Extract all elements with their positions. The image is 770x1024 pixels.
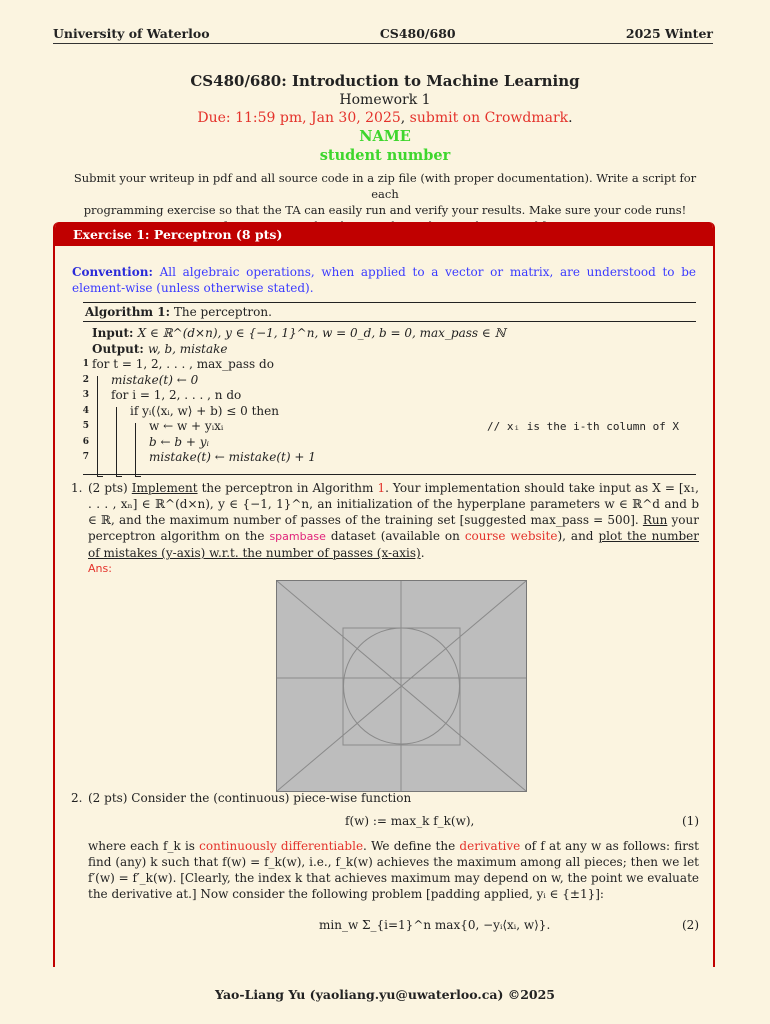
convention-note: Convention: All algebraic operations, when applied to a vector or matrix, are understood to be element-wise (unless otherwise stated).	[72, 265, 696, 295]
student-number-label: student number	[319, 147, 451, 164]
placeholder-graphic	[277, 581, 526, 791]
image-placeholder	[276, 580, 527, 792]
name-label: NAME	[359, 128, 411, 145]
equation-2-number: (2)	[682, 918, 699, 932]
title-block	[0, 72, 770, 164]
homework-subtitle: Homework 1	[339, 92, 431, 108]
running-header	[53, 26, 713, 44]
answer-label: Ans:	[88, 562, 112, 575]
course-title: CS480/680: Introduction to Machine Learning	[190, 72, 580, 90]
question-2: 2. (2 pts) Consider the (continuous) piece-wise function	[71, 791, 412, 805]
equation-1: f(w) := max_k f_k(w),	[345, 814, 475, 828]
due-line: Due: 11:59 pm, Jan 30, 2025, submit on Crowdmark.	[197, 110, 573, 126]
algo-line: 2 mistake(t) ← 0	[82, 372, 199, 387]
algorithm-perceptron	[83, 302, 696, 475]
block-rule	[97, 376, 98, 476]
continuously-differentiable-link[interactable]: continuously differentiable	[199, 839, 364, 853]
exercise-box	[53, 222, 715, 967]
algo-line: 4 if yᵢ(⟨xᵢ, w⟩ + b) ≤ 0 then	[82, 403, 279, 418]
algo-line: 3 for i = 1, 2, . . . , n do	[82, 388, 242, 402]
equation-1-number: (1)	[682, 814, 699, 828]
algo-comment: // xᵢ is the i-th column of X	[487, 420, 680, 433]
block-rule	[135, 423, 136, 476]
algorithm-caption: Algorithm 1: The perceptron.	[83, 302, 696, 322]
footer: Yao-Liang Yu (yaoliang.yu@uwaterloo.ca) ©2025	[215, 987, 555, 1002]
equation-2: min_w Σ_{i=1}^n max{0, −yᵢ⟨xᵢ, w⟩}.	[319, 918, 551, 932]
header-left: University of Waterloo	[53, 26, 210, 41]
algo-line: 1 for t = 1, 2, . . . , max_pass do	[82, 357, 274, 371]
block-rule	[116, 407, 117, 476]
due-date: Due: 11:59 pm, Jan 30, 2025	[197, 110, 401, 126]
algo-input: Input: X ∈ ℝ^(d×n), y ∈ {−1, 1}^n, w = 0_d, b = 0, max_pass ∈ ℕ	[92, 326, 506, 340]
header-right: 2025 Winter	[625, 26, 713, 41]
exercise-header: Exercise 1: Perceptron (8 pts)	[55, 222, 713, 246]
algo-line: 7 mistake(t) ← mistake(t) + 1	[82, 450, 316, 464]
spambase-link[interactable]: spambase	[269, 530, 326, 543]
course-website-link[interactable]: course website	[464, 529, 558, 543]
algo-line: 5 w ← w + yᵢxᵢ // xᵢ is the i-th column of X	[82, 419, 680, 433]
algo-output: Output: w, b, mistake	[92, 341, 228, 356]
instructions: Submit your writeup in pdf and all source code in a zip file (with proper documentation). Write a script for each programming exercise so that the TA can easily run and verify your results. Make sure your code runs!	[73, 171, 697, 217]
algorithm-ref-link[interactable]: 1	[377, 481, 386, 495]
submit-crowdmark-link[interactable]: submit on Crowdmark	[405, 110, 569, 126]
derivative-link[interactable]: derivative	[459, 839, 521, 853]
header-center: CS480/680	[379, 26, 456, 41]
question-2-body: where each f_k is continuously differentiable. We define the derivative of f at any w as follows: first find (any) k such that f(w) = f_k(w), i.e., f_k(w) achieves the maximum among all pieces; then we let f′(w) = f′_k(w). [Clearly, the index k that achieves maximum may depend on w, the point we evaluate the derivative at.] Now consider the following problem [padding applied, yᵢ ∈ {±1}]:	[88, 839, 699, 901]
question-1: 1. (2 pts) Implement the perceptron in Algorithm 1. Your implementation should take input as X = [x₁, . . . , xₙ] ∈ ℝ^(d×n), y ∈ {−1, 1}^n, an initialization of the hyperplane parameters w ∈ ℝ^d and b ∈ ℝ, and the maximum number of passes of the training set [suggested max_pass = 500]. Run your perceptron algorithm on the spambase dataset (available on course website), and plot the number of mistakes (y-axis) w.r.t. the number of passes (x-axis). Ans:	[71, 481, 699, 575]
algo-line: 6 b ← b + yᵢ	[82, 434, 209, 449]
